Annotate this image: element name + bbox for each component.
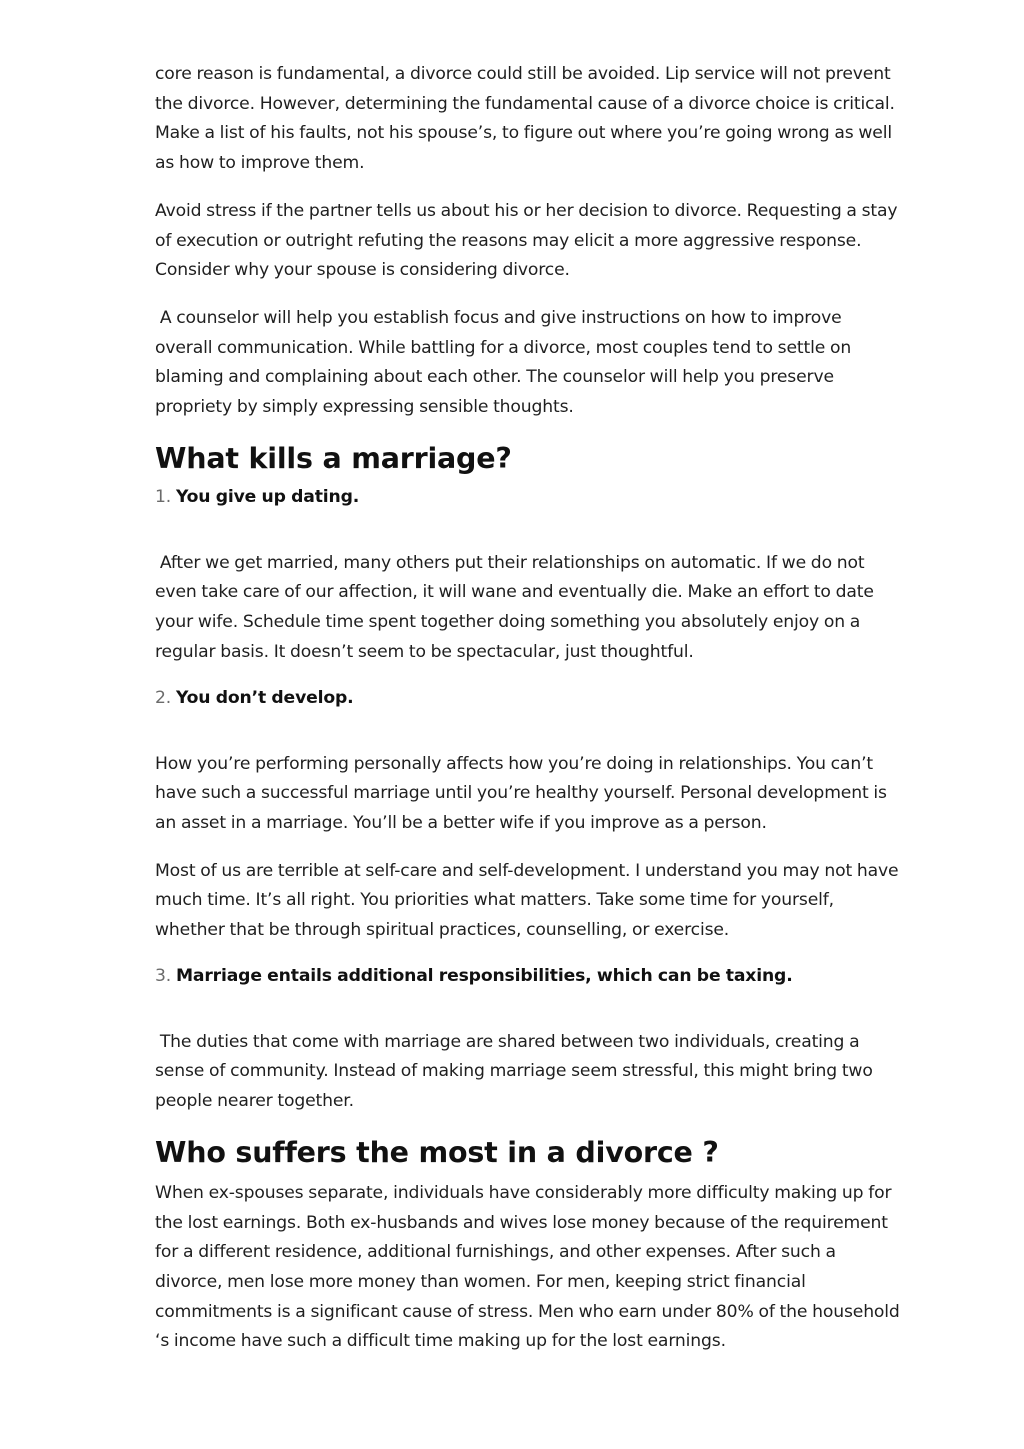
list-item-number: 3. — [155, 965, 172, 986]
paragraph-duties: The duties that come with marriage are shared between two individuals, creating a sense of community. Instead of making marriage seem stressful, this might bring two people nearer together. — [155, 1031, 878, 1112]
list-item-3 — [155, 964, 900, 988]
list-item-1 — [155, 485, 900, 509]
list-item-number: 2. — [155, 687, 172, 708]
article-page — [155, 60, 905, 1375]
paragraph-self-care: Most of us are terrible at self-care and self-development. I understand you may not have much time. It’s all right. You priorities what matters. Take some time for yourself, whether that be through spiritual practices, counselling, or exercise. — [155, 860, 904, 941]
heading-who-suffers-most: Who suffers the most in a divorce ? — [155, 1135, 719, 1169]
paragraph-counselor: A counselor will help you establish focus and give instructions on how to improve overall communication. While battling for a divorce, most couples tend to settle on blaming and complaining about each other. The counselor will help you preserve propriety by simply expressing sensible thoughts. — [155, 307, 856, 418]
heading-what-kills-a-marriage: What kills a marriage? — [155, 441, 512, 475]
list-item-title: You give up dating. — [175, 486, 360, 507]
list-item-2 — [155, 686, 900, 710]
list-item-title: Marriage entails additional responsibilities, which can be taxing. — [175, 965, 793, 986]
list-item-number: 1. — [155, 486, 172, 507]
paragraph-ex-spouses: When ex-spouses separate, individuals have considerably more difficulty making up for the lost earnings. Both ex-husbands and wives lose money because of the requirement for a different residence, additional furnishings, and other expenses. After such a divorce, men lose more money than women. For men, keeping strict financial commitments is a significant cause of stress. Men who earn under 80% of the household ‘s income have such a difficult time making up for the lost earnings. — [155, 1182, 905, 1352]
list-item-title: You don’t develop. — [175, 687, 354, 708]
paragraph-performing-personally: How you’re performing personally affects how you’re doing in relationships. You can’t have such a successful marriage until you’re healthy yourself. Personal development is an asset in a marriage. You’ll be a better wife if you improve as a person. — [155, 753, 892, 833]
paragraph-core-reason: core reason is fundamental, a divorce could still be avoided. Lip service will not prevent the divorce. However, determining the fundamental cause of a divorce choice is critical. Make a list of his faults, not his spouse’s, to figure out where you’re going wrong as well as how to improve them. — [155, 64, 900, 174]
paragraph-avoid-stress: Avoid stress if the partner tells us about his or her decision to divorce. Requesting a stay of execution or outright refuting the reasons may elicit a more aggressive response. Consider why your spouse is considering divorce. — [155, 200, 903, 281]
paragraph-after-married: After we get married, many others put their relationships on automatic. If we do not even take care of our affection, it will wane and eventually die. Make an effort to date your wife. Schedule time spent together doing something you absolutely enjoy on a regular basis. It doesn’t seem to be spectacular, just thoughtful. — [155, 552, 879, 662]
